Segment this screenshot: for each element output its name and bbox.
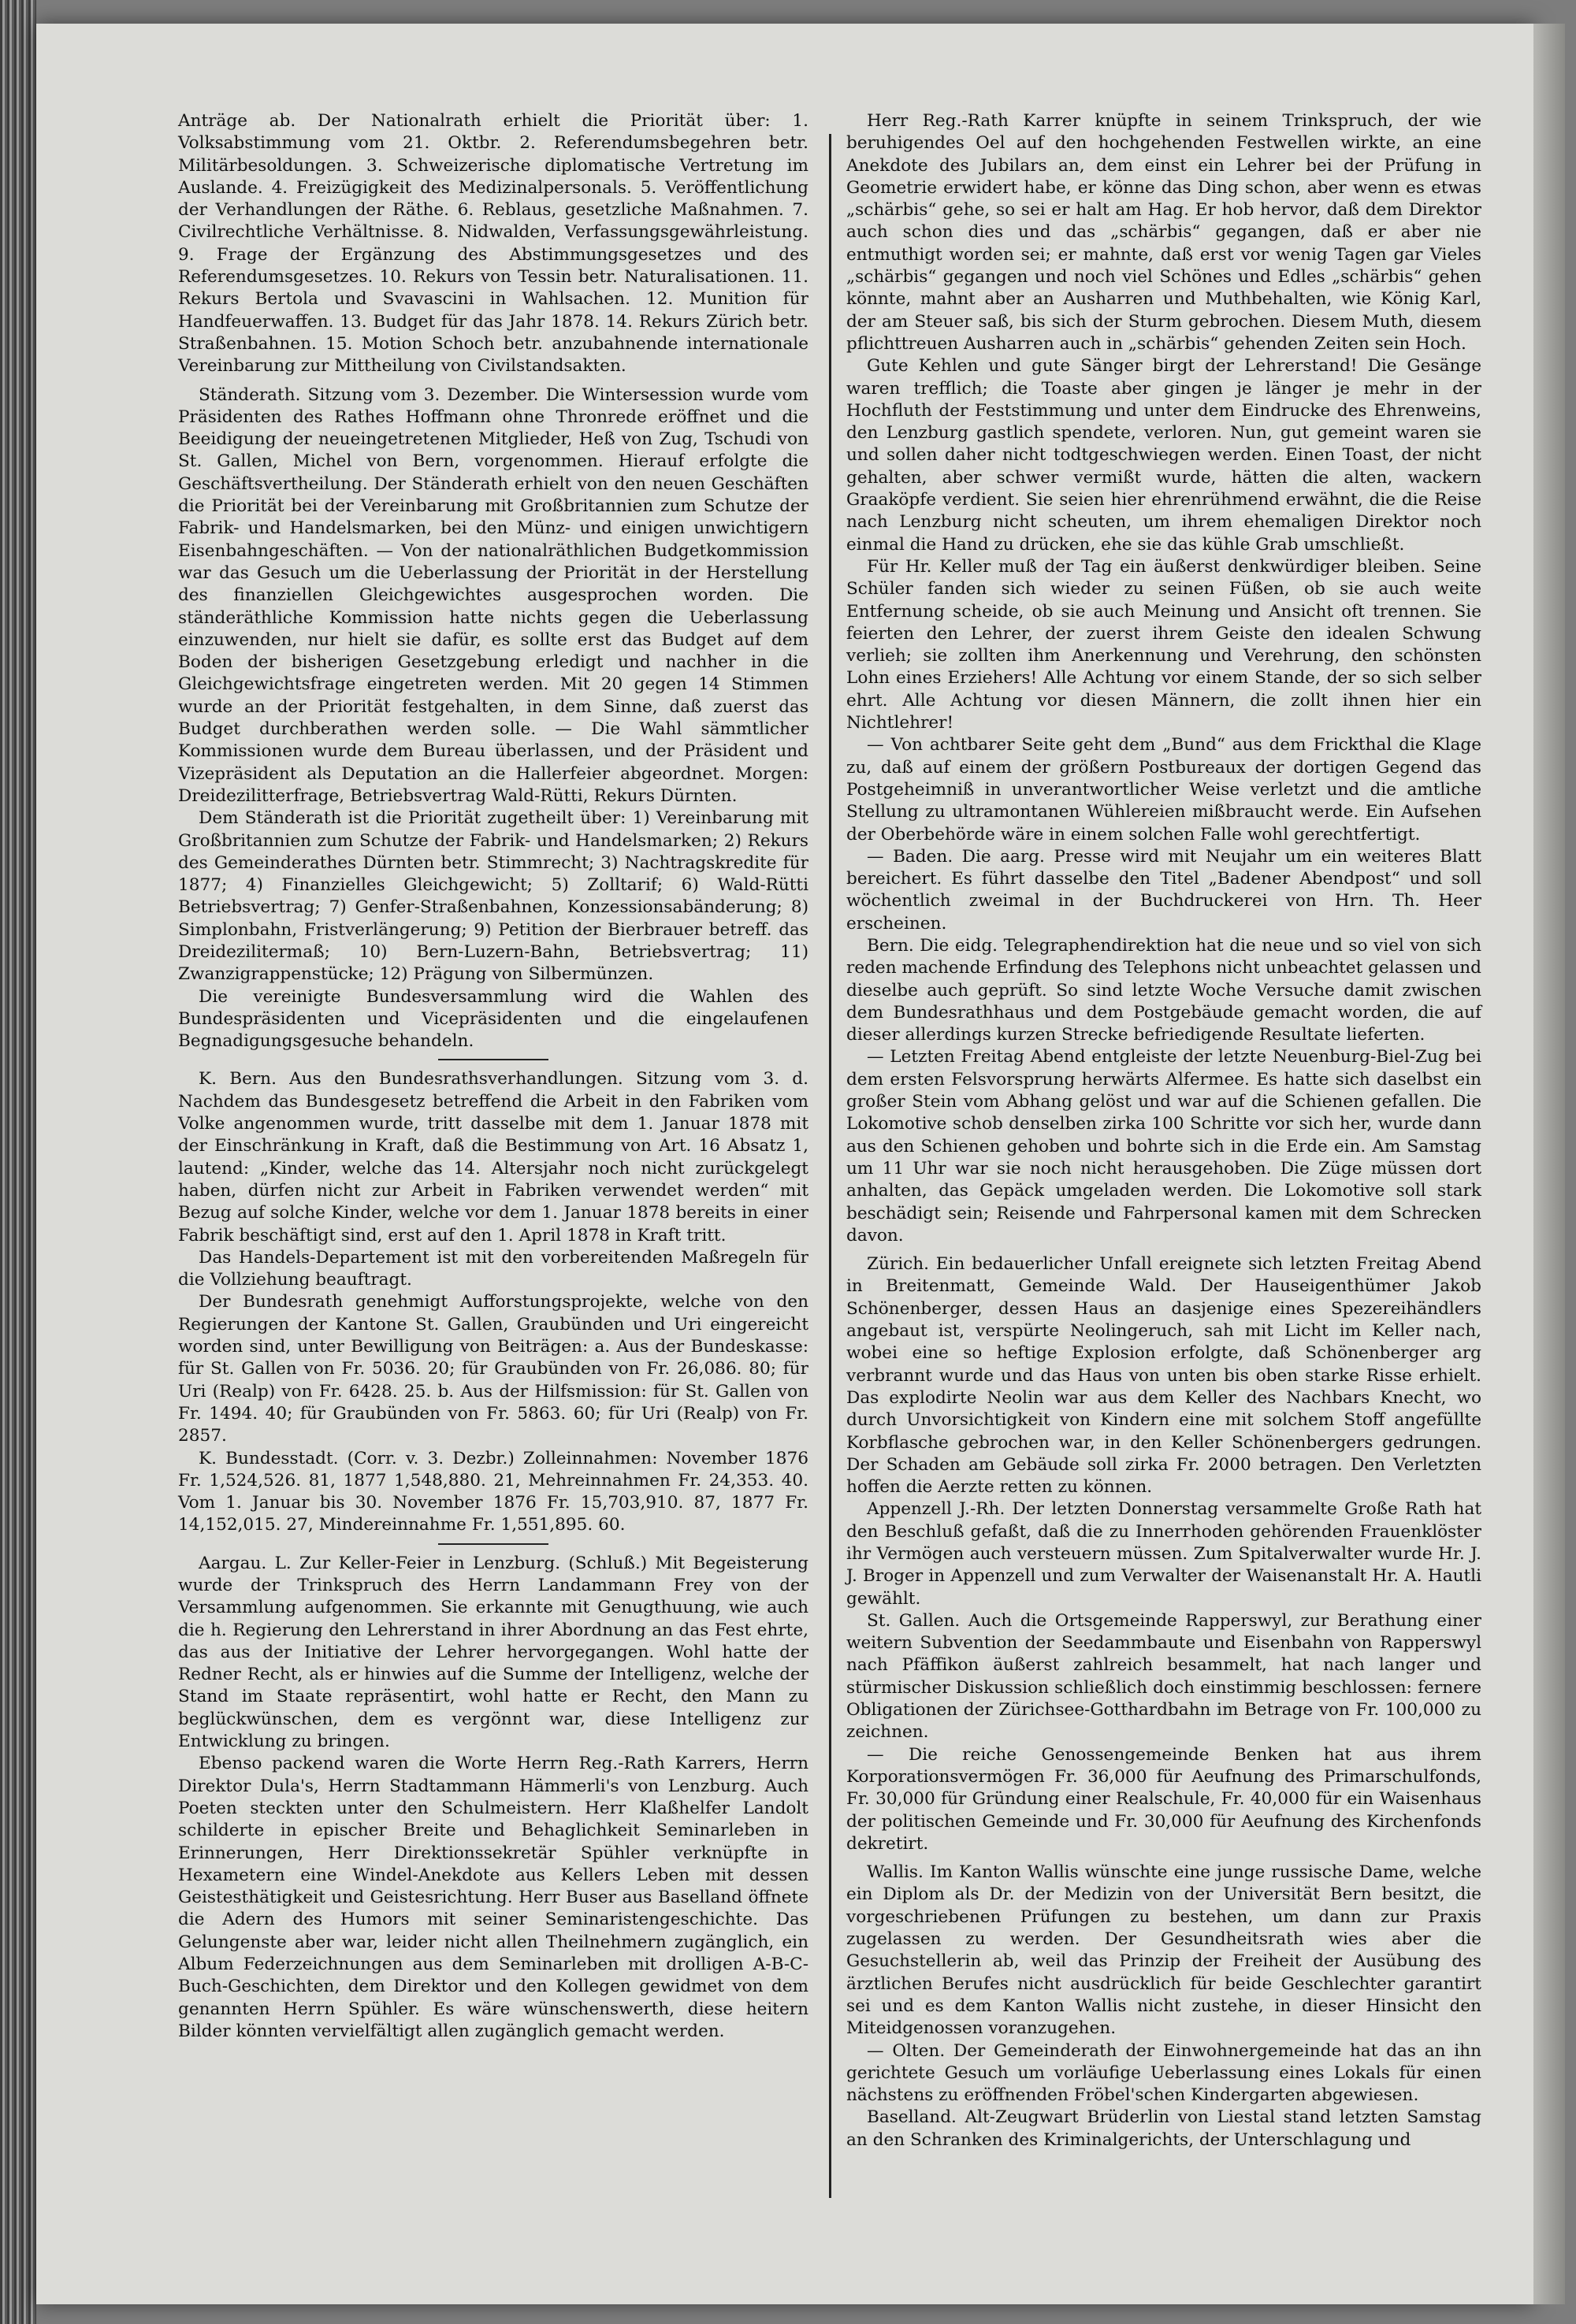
article-aargau-kellerfeier: Aargau. L. Zur Keller-Feier in Lenzburg. (Schluß.) Mit Begeisterung wurde der Trinkspruch des Herrn Landammann Frey von der Versammlung aufgenommen. Sie erkannte mit Genugthuung, wie auch die h. Regierung den Lehrerstand in ihrer Abordnung an das Fest ehrte, das aus der Initiative der Lehrer hervorgegangen. Wohl hatte der Redner Recht, als er hinwies auf die Summe der Intelligenz, welche der Stand im Staate repräsentirt, wohl hatte er Recht, den Mann zu beglückwünschen, dem es vergönnt war, diese Intelligenz zur Entwicklung zu bringen. [178,1553,808,1752]
article-frickthal-post: — Von achtbarer Seite geht dem „Bund“ aus dem Frickthal die Klage zu, daß auf einem der größern Postbureaux der dortigen Gegend das Postgeheimniß in unverantwortlicher Weise verletzt und die amtliche Stellung zu ultramontanen Wühlereien mißbraucht werde. Ein Aufsehen der Oberbehörde wäre in einem solchen Falle wohl gerechtfertigt. [846,735,1481,845]
article-zuerich-unfall: Zürich. Ein bedauerlicher Unfall ereignete sich letzten Freitag Abend in Breitenmatt, Gemeinde Wald. Der Hauseigenthümer Jakob Schönenberger, dessen Haus an dasjenige eines Spezereihändlers angebaut ist, verspürte Neolingeruch, sah mit Licht im Keller nach, wobei eine so heftige Explosion erfolgte, daß Schönenberger arg verbrannt wurde und das Haus von unten bis oben starke Risse erhielt. Das explodirte Neolin war aus dem Keller des Nachbars Knecht, wo durch Unvorsichtigkeit von Kindern eine mit solchem Stoff angefüllte Korbflasche gebrochen war, in den Keller Schönenbergers gedrungen. Der Schaden am Gebäude soll zirka Fr. 2000 betragen. Den Verletzten hoffen die Aerzte retten zu können. [846,1254,1481,1498]
article-keller-tag: Für Hr. Keller muß der Tag ein äußerst denkwürdiger bleiben. Seine Schüler fanden sich wieder zu seinen Füßen, ob sie auch weite Entfernung scheide, ob sie auch Meinung und Ansicht oft trennen. Sie feierten den Lehrer, der zuerst ihrem Geiste den idealen Schwung verlieh; sie zollten ihm Anerkennung und Verehrung, den schönsten Lohn eines Erziehers! Alle Achtung vor einem Stande, der so sich selber ehrt. Alle Achtung vor diesen Männern, die zollt ihnen hier ein Nichtlehrer! [846,556,1481,733]
column-rule [829,134,831,2198]
article-benken: — Die reiche Genossengemeinde Benken hat aus ihrem Korporationsvermögen Fr. 36,000 für Aeufnung des Primarschulfonds, Fr. 30,000 für Gründung einer Realschule, Fr. 40,000 für ein Waisenhaus der politischen Gemeinde und Fr. 30,000 für Aeufnung des Kirchenfonds dekretirt. [846,1744,1481,1854]
article-appenzell: Appenzell J.-Rh. Der letzten Donnerstag versammelte Große Rath hat den Beschluß gefaßt, daß die zu Innerrhoden gehörenden Frauenklöster ihr Vermögen auch versteuern müssen. Zum Spitalverwalter wurde Hr. J. J. Broger in Appenzell und zum Verwalter der Waisenanstalt Hr. A. Hautli gewählt. [846,1499,1481,1609]
book-binding [0,0,36,2324]
article-st-gallen-rapperswyl: St. Gallen. Auch die Ortsgemeinde Rapperswyl, zur Berathung einer weitern Subvention der Seedammbaute und Eisenbahn von Rapperswyl nach Pfäffikon äußerst zahlreich besammelt, hat nach langer und stürmischer Diskussion schließlich doch einstimmig beschlossen: fernere Obligationen der Zürichsee-Gotthardbahn im Betrage von Fr. 100,000 zu zeichnen. [846,1610,1481,1743]
article-bern-telephon: Bern. Die eidg. Telegraphendirektion hat die neue und so viel von sich reden machende Erfindung des Telephons nicht unbeachtet gelassen und dieselbe auch geprüft. So sind letzte Woche Versuche damit zwischen dem Bundesrathhaus und dem Postgebäude gemacht worden, die auf dieser allerdings kurzen Strecke befriedigende Resultate lieferten. [846,935,1481,1045]
page-edge [1533,24,1565,2304]
article-bern-bundesrath: K. Bern. Aus den Bundesrathsverhandlungen. Sitzung vom 3. d. Nachdem das Bundesgesetz betreffend die Arbeit in den Fabriken vom Volke angenommen wurde, tritt dasselbe mit dem 1. Januar 1878 mit der Einschränkung in Kraft, daß die Bestimmung von Art. 16 Absatz 1, lautend: „Kinder, welche das 14. Altersjahr noch nicht zurückgelegt haben, dürfen nicht zur Arbeit in Fabriken verwendet werden“ mit Bezug auf solche Kinder, welche vor dem 1. Januar 1878 bereits in einer Fabrik beschäftigt sind, erst auf den 1. April 1878 in Kraft tritt. [178,1069,808,1246]
article-bundesstadt-zoll: K. Bundesstadt. (Corr. v. 3. Dezbr.) Zolleinnahmen: November 1876 Fr. 1,524,526. 81, 1877 1,548,880. 21, Mehreinnahmen Fr. 24,353. 40. Vom 1. Januar bis 30. November 1876 Fr. 15,703,910. 87, 1877 Fr. 14,152,015. 27, Mindereinnahme Fr. 1,551,895. 60. [178,1448,808,1535]
article-olten: — Olten. Der Gemeinderath der Einwohnergemeinde hat das an ihn gerichtete Gesuch um vorläufige Ueberlassung eines Lokals für einen nächstens zu eröffnenden Fröbel'schen Kindergarten abgewiesen. [846,2040,1481,2106]
article-saenger: Gute Kehlen und gute Sänger birgt der Lehrerstand! Die Gesänge waren trefflich; die Toaste aber gingen je länger je mehr in der Hochfluth der Feststimmung und unter dem Eindrucke des Ehrenweins, den Lenzburg gastlich spendete, verloren. Nun, gut gemeint waren sie und sollen daher nicht todtgeschwiegen werden. Einen Toast, der nicht gehalten, aber schwer vermißt wurde, hätten die alten, wackern Graaköpfe verdient. Sie seien hier ehrenrühmend erwähnt, die die Reise nach Lenzburg nicht scheuten, um ihrem ehemaligen Direktor noch einmal die Hand zu drücken, ehe sie das kühle Grab umschließt. [846,356,1481,555]
article-baden-abendpost: — Baden. Die aarg. Presse wird mit Neujahr um ein weiteres Blatt bereichert. Es führt dasselbe den Titel „Badener Abendpost“ und soll wöchentlich zweimal in der Buchdruckerei von Hrn. Th. Heer erscheinen. [846,846,1481,934]
article-staenderath-session: Ständerath. Sitzung vom 3. Dezember. Die Wintersession wurde vom Präsidenten des Rathes Hoffmann ohne Thronrede eröffnet und die Beeidigung der neueingetretenen Mitglieder, Heß von Zug, Tschudi von St. Gallen, Michel von Bern, vorgenommen. Hierauf erfolgte die Geschäftsvertheilung. Der Ständerath erhielt von den neuen Geschäften die Priorität bei der Vereinbarung mit Großbritannien zum Schutze der Fabrik- und Handelsmarken, bei den Münz- und einigen unwichtigern Eisenbahngeschäften. — Von der nationalräthlichen Budgetkommission war das Gesuch um die Ueberlassung der Priorität in der Herstellung des finanziellen Gleichgewichtes ausgesprochen worden. Die ständeräthliche Kommission hatte nichts gegen die Ueberlassung einzuwenden, nur hielt sie dafür, es sollte erst das Budget auf dem Boden der bisherigen Gesetzgebung erledigt und nachher in die Gleichgewichtsfrage eingetreten werden. Mit 20 gegen 14 Stimmen wurde an der Priorität festgehalten, in dem Sinne, daß zuerst das Budget durchberathen werden solle. — Die Wahl sämmtlicher Kommissionen wurde dem Bureau überlassen, und der Präsident und Vizepräsident als Deputation an die Hallerfeier abgeordnet. Morgen: Dreidezilitterfrage, Betriebsvertrag Wald-Rütti, Rekurs Dürnten. [178,384,808,806]
right-column [846,110,1481,2151]
article-wallis: Wallis. Im Kanton Wallis wünschte eine junge russische Dame, welche ein Diplom als Dr. der Medizin von der Universität Bern besitzt, die vorgeschriebenen Prüfungen zu bestehen, um dann zur Praxis zugelassen zu werden. Der Gesundheitsrath wies aber die Gesuchstellerin ab, weil das Prinzip der Freiheit der Ausübung des ärztlichen Berufes nicht ausdrücklich für beide Geschlechter garantirt sei und es dem Kanton Wallis nicht zustehe, in dieser Hinsicht den Miteidgenossen voranzugehen. [846,1862,1481,2039]
article-aufforstung: Der Bundesrath genehmigt Aufforstungsprojekte, welche von den Regierungen der Kantone St. Gallen, Graubünden und Uri eingereicht worden sind, unter Bewilligung von Beiträgen: a. Aus der Bundeskasse: für St. Gallen von Fr. 5036. 20; für Graubünden von Fr. 26,086. 80; für Uri (Realp) von Fr. 6428. 25. b. Aus der Hilfsmission: für St. Gallen von Fr. 1494. 40; für Graubünden von Fr. 5863. 60; für Uri (Realp) von Fr. 2857. [178,1292,808,1446]
article-zug-entgleisung: — Letzten Freitag Abend entgleiste der letzte Neuenburg-Biel-Zug bei dem ersten Felsvorsprung herwärts Alfermee. Es hatte sich daselbst ein großer Stein vom Abhang gelöst und war auf die Schienen gefallen. Die Lokomotive schob denselben zirka 100 Schritte vor sich her, wurde dann aus den Schienen gehoben und bohrte sich in die Erde ein. Am Samstag um 11 Uhr war sie noch nicht herausgehoben. Die Züge müssen dort anhalten, das Gepäck umgeladen werden. Die Lokomotive soll stark beschädigt sein; Reisende und Fahrpersonal kamen mit dem Schrecken davon. [846,1047,1481,1246]
article-karrer-toast: Herr Reg.-Rath Karrer knüpfte in seinem Trinkspruch, der wie beruhigendes Oel auf den hochgehenden Festwellen wirkte, an eine Anekdote des Jubilars an, dem einst ein Lehrer bei der Prüfung in Geometrie erwidert habe, er könne das Ding schon, aber wenn es etwas „schärbis“ gehe, so sei er halt am Hag. Er hob hervor, daß dem Direktor auch schon dies und das „schärbis“ gegangen, daß er aber nie entmuthigt worden sei; er mahnte, daß erst vor wenig Tagen gar Vieles „schärbis“ gegangen und noch viel Schönes und Edles „schärbis“ gehen könnte, mahnt aber an Ausharren und Muthbehalten, wie König Karl, der am Steuer saß, bis sich der Sturm gebrochen. Diesem Muth, diesem pflichttreuen Ausharren auch in „schärbis“ gehenden Zeiten sein Hoch. [846,111,1481,354]
article-bundesversammlung: Die vereinigte Bundesversammlung wird die Wahlen des Bundespräsidenten und Vicepräsidenten und die eingelaufenen Begnadigungsgesuche behandeln. [178,986,808,1052]
article-staenderath-priorities: Dem Ständerath ist die Priorität zugetheilt über: 1) Vereinbarung mit Großbritannien zum Schutze der Fabrik- und Handelsmarken; 2) Rekurs des Gemeinderathes Dürnten betr. Stimmrecht; 3) Nachtragskredite für 1877; 4) Finanzielles Gleichgewicht; 5) Zolltarif; 6) Wald-Rütti Betriebsvertrag; 7) Genfer-Straßenbahnen, Konzessionsabänderung; 8) Simplonbahn, Fristverlängerung; 9) Petition der Bierbrauer betreff. das Dreidezilitermaß; 10) Bern-Luzern-Bahn, Betriebsvertrag; 11) Zwanzigrappenstücke; 12) Prägung von Silbermünzen. [178,808,808,985]
left-column [178,110,808,2043]
article-handelsdepartement: Das Handels-Departement ist mit den vorbereitenden Maßregeln für die Vollziehung beauftragt. [178,1247,808,1290]
article-baselland: Baselland. Alt-Zeugwart Brüderlin von Liestal stand letzten Samstag an den Schranken des Kriminalgerichts, der Unterschlagung und [846,2107,1481,2150]
section-divider [438,1543,548,1545]
section-divider [438,1059,548,1060]
article-nationalrath-priorities: Anträge ab. Der Nationalrath erhielt die Priorität über: 1. Volksabstimmung vom 21. Oktbr. 2. Referendumsbegehren betr. Militärbesoldungen. 3. Schweizerische diplomatische Vertretung im Auslande. 4. Freizügigkeit des Medizinalpersonals. 5. Veröffentlichung der Verhandlungen der Räthe. 6. Reblaus, gesetzliche Maßnahmen. 7. Civilrechtliche Verhältnisse. 8. Nidwalden, Verfassungsgewährleistung. 9. Frage der Ergänzung des Abstimmungsgesetzes und des Referendumsgesetzes. 10. Rekurs von Tessin betr. Naturalisationen. 11. Rekurs Bertola und Svavascini in Wahlsachen. 12. Munition für Handfeuerwaffen. 13. Budget für das Jahr 1878. 14. Rekurs Zürich betr. Straßenbahnen. 15. Motion Schoch betr. anzubahnende internationale Vereinbarung zur Mittheilung von Civilstandsakten. [178,111,808,377]
article-kellerfeier-speeches: Ebenso packend waren die Worte Herrn Reg.-Rath Karrers, Herrn Direktor Dula's, Herrn Stadtammann Hämmerli's von Lenzburg. Auch Poeten steckten unter den Schulmeistern. Herr Klaßhelfer Landolt schilderte in epischer Breite und Behaglichkeit Seminarleben in Erinnerungen, Herr Direktionssekretär Spühler verknüpfte in Hexametern eine Windel-Anekdote aus Kellers Leben mit dessen Geistesthätigkeit und Geistesrichtung. Herr Buser aus Baselland öffnete die Adern des Humors mit seiner Seminaristengeschichte. Das Gelungenste aber war, leider nicht allen Theilnehmern zugänglich, ein Album Federzeichnungen aus dem Seminarleben mit drolligen A-B-C-Buch-Geschichten, dem Direktor und den Kollegen gewidmet von dem genannten Herrn Spühler. Es wäre wünschenswerth, diese heitern Bilder könnten vervielfältigt allen zugänglich gemacht werden. [178,1754,808,2041]
